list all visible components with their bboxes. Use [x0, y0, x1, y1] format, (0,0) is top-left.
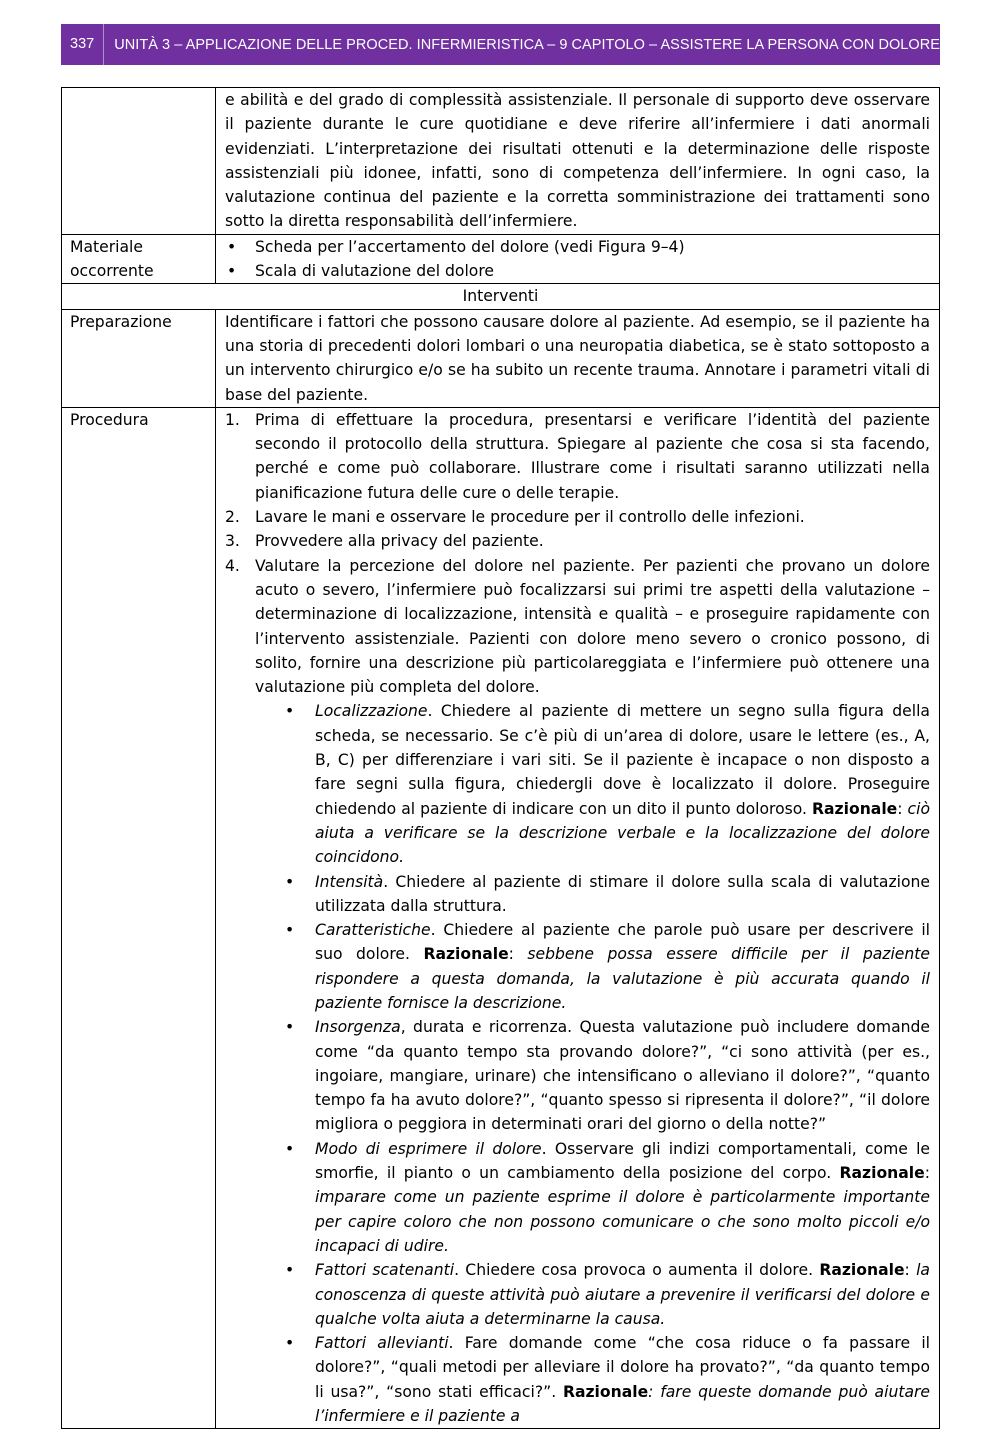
rationale-text: imparare come un paziente esprime il dolore è particolarmente importante per capire coloro che non possono comunicare o che sono molto piccoli e/o incapaci di udire.: [315, 1188, 930, 1255]
rationale-label: Razionale: [819, 1261, 905, 1280]
preparation-label: Preparazione: [62, 309, 216, 407]
item-text: . Chiedere cosa provoca o aumenta il dolore.: [454, 1261, 820, 1280]
table-row: [62, 309, 940, 407]
page-header: [61, 24, 940, 65]
rationale-label: Razionale: [812, 799, 898, 818]
step-text: Prima di effettuare la procedura, presentarsi e verificare l’identità del paziente secondo il protocollo della struttura. Spiegare al paziente che cosa si sta facendo, perché e come può collaborare. Illustrare come i risultati saranno utilizzati nella pianificazione futura delle cure o delle terapie.: [255, 410, 930, 502]
table-row: [62, 407, 940, 1428]
assessment-item-localizzazione: • Localizzazione. Chiedere al paziente di mettere un segno sulla figura della scheda, se necessario. Se c’è più di un’area di dolore, usare le lettere (es., A, B, C) per differenziare i vari siti. Se il paziente è incapace o non disposto a fare segni sulla figura, chiedergli dove è localizzato il dolore. Proseguire chiedendo al paziente di indicare con un dito il punto doloroso. Razionale: ciò aiuta a verificare se la descrizione verbale e la localizzazione del dolore coincidono.: [225, 699, 930, 869]
materials-label: Materiale occorrente: [62, 234, 216, 284]
item-term: Caratteristiche: [315, 921, 431, 940]
page-number: 337: [61, 24, 104, 65]
procedure-step: [225, 408, 930, 505]
chapter-title: UNITÀ 3 – APPLICAZIONE DELLE PROCED. INFERMIERISTICA – 9 CAPITOLO – ASSISTERE LA PERSONA CON DOLORE: [114, 36, 940, 53]
assessment-item-modo-esprimere: • Modo di esprimere il dolore. Osservare gli indizi comportamentali, come le smorfie, il pianto o un cambiamento della posizione del corpo. Razionale: imparare come un paziente esprime il dolore è particolarmente importante per capire coloro che non possono comunicare o che sono molto piccoli e/o incapaci di udire.: [225, 1137, 930, 1258]
list-item: • Scala di valutazione del dolore: [225, 259, 930, 283]
step-number: 3.: [225, 532, 240, 551]
rationale-label: Razionale: [839, 1164, 925, 1183]
rationale-text-content: fare queste domande può aiutare l’infermiere e il paziente a: [315, 1382, 931, 1426]
procedure-step: [225, 529, 930, 553]
rationale-label: Razionale: [423, 945, 509, 964]
step-text: Provvedere alla privacy del paziente.: [255, 532, 544, 551]
materials-list: [225, 235, 930, 284]
empty-label-cell: [62, 88, 216, 235]
procedure-step: [225, 505, 930, 529]
rationale-text: sebbene possa essere difficile per il paziente rispondere a questa domanda, la valutazione è più accurata quando il paziente fornisce la descrizione.: [315, 945, 930, 1012]
rationale-text: la conoscenza di queste attività può aiutare a prevenire il verificarsi del dolore e qualche volta aiuta a determinarne la causa.: [315, 1261, 930, 1328]
item-term: Fattori allevianti: [315, 1334, 449, 1353]
item-term: Modo di esprimere il dolore: [315, 1139, 542, 1158]
interventions-header: Interventi: [62, 284, 940, 309]
assessment-item-intensita: [225, 870, 930, 919]
item-text: . Fare domande come “che cosa riduce o fa passare il dolore?”, “quali metodi per alleviare il dolore ha provato?”, “da quanto tempo li usa?”, “sono stati efficaci?”.: [315, 1334, 930, 1401]
item-text: , durata e ricorrenza. Questa valutazione può includere domande come “da quanto tempo sta provando dolore?”, “ci sono attività (per es., ingoiare, mangiare, urinare) che intensificano o alleviano il dolore?”, “quanto tempo fa ha avuto dolore?”, “quanto spesso si ripresenta il dolore?”, “il dolore migliora o peggiora in determinati orari del giorno o della notte?”: [315, 1018, 930, 1134]
step-text: Lavare le mani e osservare le procedure per il controllo delle infezioni.: [255, 508, 805, 527]
table-row: [62, 284, 940, 309]
item-text: . Chiedere al paziente di stimare il dolore sulla scala di valutazione utilizzata dalla struttura.: [315, 872, 930, 915]
step-number: 1.: [225, 410, 240, 429]
materials-cell: [216, 234, 940, 284]
intro-text: e abilità e del grado di complessità assistenziale. Il personale di supporto deve osservare il paziente durante le cure quotidiane e deve riferire all’infermiere i dati anormali evidenziati. L’interpretazione dei risultati ottenuti e la determinazione delle risposte assistenziali più idonee, infatti, sono di competenza dell’infermiere. In ogni caso, la valutazione continua del paziente e la corretta somministrazione dei trattamenti sono sotto la diretta responsabilità dell’infermiere.: [216, 88, 940, 235]
item-text: . Osservare gli indizi comportamentali, come le smorfie, il pianto o un cambiamento della posizione del corpo.: [315, 1139, 930, 1183]
table-row: [62, 234, 940, 284]
procedure-table: [61, 87, 940, 1429]
item-term: Localizzazione: [315, 702, 428, 721]
step-text: Valutare la percezione del dolore nel paziente. Per pazienti che provano un dolore acuto o severo, l’infermiere può focalizzarsi sui primi tre aspetti della valutazione – determinazione di localizzazione, intensità e qualità – e proseguire rapidamente con l’intervento assistenziale. Pazienti con dolore meno severo o cronico possono, di solito, fornire una descrizione più particolareggiata e l’infermiere può ottenere una valutazione più completa del dolore.: [255, 556, 930, 697]
table-row: [62, 88, 940, 235]
preparation-text: Identificare i fattori che possono causare dolore al paziente. Ad esempio, se il paziente ha una storia di precedenti dolori lombari o una neuropatia diabetica, se è stato sottoposto a un intervento chirurgico e/o se ha subito un recente trauma. Annotare i parametri vitali di base del paziente.: [216, 309, 940, 407]
rationale-text: ciò aiuta a verificare se la descrizione verbale e la localizzazione del dolore coincidono.: [315, 799, 930, 867]
assessment-item-caratteristiche: • Caratteristiche. Chiedere al paziente che parole può usare per descrivere il suo dolore. Razionale: sebbene possa essere difficile per il paziente rispondere a questa domanda, la valutazione è più accurata quando il paziente fornisce la descrizione.: [225, 918, 930, 1015]
item-term: Insorgenza: [315, 1018, 401, 1037]
item-text: . Chiedere al paziente di mettere un segno sulla figura della scheda, se necessario. Se c’è più di un’area di dolore, usare le lettere (es., A, B, C) per differenziare i vari siti. Se il paziente è incapace o non disposto a fare segni sulla figura, chiedergli dove è localizzato il dolore. Proseguire chiedendo al paziente di indicare con un dito il punto doloroso.: [315, 702, 930, 818]
item-term: Fattori scatenanti: [315, 1261, 455, 1280]
list-item: • Scheda per l’accertamento del dolore (vedi Figura 9–4): [225, 235, 930, 259]
assessment-item-fattori-scatenanti: • Fattori scatenanti. Chiedere cosa provoca o aumenta il dolore. Razionale: la conoscenza di queste attività può aiutare a prevenire il verificarsi del dolore e qualche volta aiuta a determinarne la causa.: [225, 1258, 930, 1331]
procedure-step: [225, 554, 930, 700]
assessment-item-insorgenza: [225, 1015, 930, 1136]
item-term: Intensità: [315, 872, 384, 891]
rationale-label: Razionale: [562, 1382, 649, 1401]
rationale-text: : fare queste domande può aiutare l’infermiere e il paziente a: [315, 1382, 931, 1426]
step-number: 4.: [225, 556, 240, 575]
procedure-label: Procedura: [62, 407, 216, 1428]
step-number: 2.: [225, 508, 240, 527]
assessment-items: [225, 699, 930, 1428]
procedure-steps: [225, 408, 930, 700]
procedure-cell: [216, 407, 940, 1428]
item-text: . Chiedere al paziente che parole può usare per descrivere il suo dolore.: [315, 921, 930, 964]
